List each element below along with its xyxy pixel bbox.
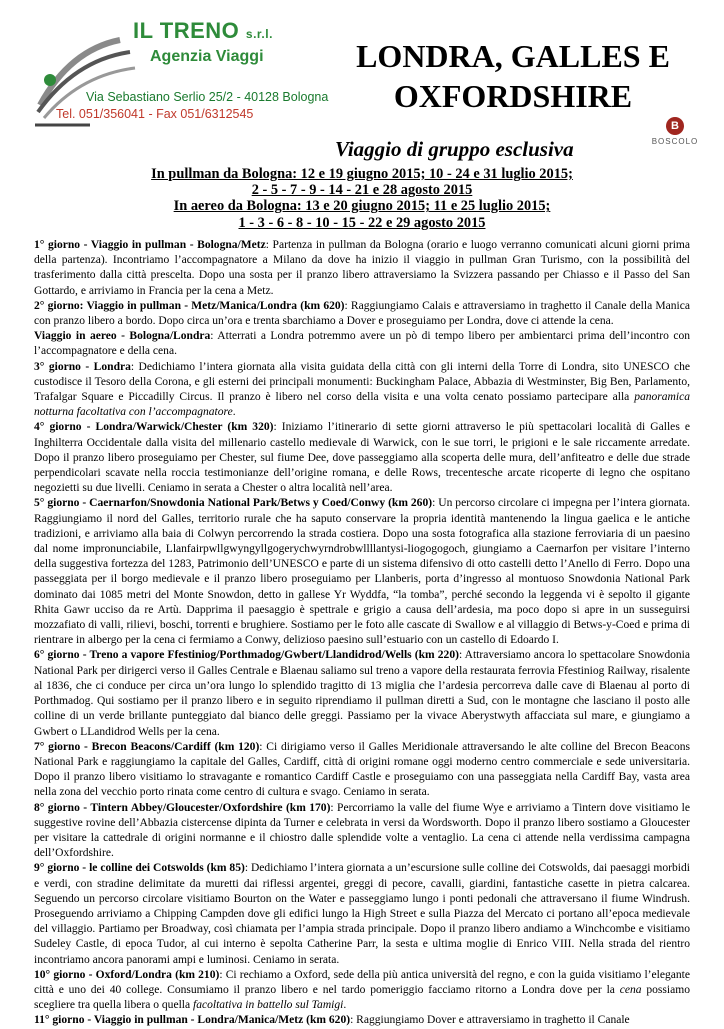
day-10-dinner: cena: [619, 983, 642, 996]
day-3-optional: panoramica notturna facoltativa con l’accompagnatore: [34, 391, 690, 419]
day-8-title: 8° giorno - Tintern Abbey/Gloucester/Oxfordshire (km 170): [34, 801, 331, 814]
dates-line-2: 2 - 5 - 7 - 9 - 14 - 21 e 28 agosto 2015: [251, 182, 473, 199]
day-10: [34, 968, 690, 1014]
day-8-text: : Percorriamo la valle del fiume Wye e arriviamo a Tintern dove visitiamo le suggestive rovine dell’Abbazia cistercense dipinta da Turner e celebrata in versi da Wordsworth. Dopo il pranzo libero sostiamo a Gloucester per visitare la cattedrale di origini normanne e il chiostro dalle splendide volte a ventaglio. La cena ci attende nella verdissima campagna dell’Oxfordshire.: [34, 801, 690, 860]
day-7: [34, 740, 690, 801]
day-4: [34, 420, 690, 496]
day-2-flight-text: : Atterrati a Londra potremmo avere un pò di tempo libero per ambientarci prima dell’incontro con l’accompagnatore e della cena.: [34, 330, 690, 358]
page-subtitle: Viaggio di gruppo esclusiva: [335, 137, 574, 161]
company-suffix: s.r.l.: [245, 27, 273, 41]
company-name-text: IL TRENO: [133, 18, 240, 43]
day-10-text-2: possiamo scegliere tra quella libera o quella: [34, 983, 690, 1012]
day-7-title: 7° giorno - Brecon Beacons/Cardiff (km 120): [34, 740, 260, 753]
company-phones: Tel. 051/356041 - Fax 051/6312545: [56, 107, 254, 121]
day-3: [34, 360, 690, 421]
day-3-end: .: [232, 406, 236, 419]
day-6-title: 6° giorno - Treno a vapore Ffestiniog/Porthmadog/Gwbert/Llandidrod/Wells (km 220): [34, 649, 459, 662]
day-3-title: 3° giorno - Londra: [34, 360, 131, 373]
partner-logo: [640, 117, 710, 157]
day-5-title: 5° giorno - Caernarfon/Snowdonia National Park/Betws y Coed/Conwy (km 260): [34, 497, 433, 510]
day-1-title: 1° giorno - Viaggio in pullman - Bologna/Metz: [34, 239, 266, 251]
dates-line-3: In aereo da Bologna: 13 e 20 giugno 2015; 11 e 25 luglio 2015;: [173, 198, 551, 215]
page-title: [332, 36, 694, 116]
day-8: [34, 801, 690, 862]
company-address: Via Sebastiano Serlio 25/2 - 40128 Bologna: [86, 90, 329, 104]
day-4-title: 4° giorno - Londra/Warwick/Chester (km 320): [34, 421, 274, 434]
day-11-text: : Raggiungiamo Dover e attraversiamo in traghetto il Canale: [350, 1014, 630, 1027]
day-1-text: : Partenza in pullman da Bologna (orario e luogo verranno comunicati alcuni giorni prima della partenza). Incontriamo l’accompagnatore a Milano da dove ha inizio il viaggio in pullman Gran Turismo, con la possibilità del trasferimento dalla città prescelta. Dopo una sosta per il pranzo libero attraversiamo la Svizzera passando per Chiasso e il Passo del San Gottardo, e arriviamo in Francia per la cena a Metz.: [34, 239, 691, 297]
itinerary: [34, 238, 690, 1029]
day-10-optional: facoltativa in battello sul Tamigi: [193, 999, 344, 1012]
day-2-title: 2° giorno: Viaggio in pullman - Metz/Manica/Londra (km 620): [34, 299, 345, 312]
day-3-text: : Dedichiamo l’intera giornata alla visita guidata della città con gli interni della Torre di Londra, sito UNESCO che custodisce il Tesoro della Corona, e gli esterni dei principali monumenti: Buckingham Palace, Abbazia di Westminster, Big Ben, Parlamento, Trafalgar Square e Piccadilly Circus. Il pranzo è libero nel corso della visita e una volta cenato possiamo partecipare alla: [34, 360, 690, 404]
day-4-text: : Iniziamo l’itinerario di sette giorni attraverso le più spettacolari località di Galles e Inghilterra Occidentale dalla visita del millenario castello medievale di Warwick, con le sue torri, le prigioni e le sale riccamente arredate. Dopo il pranzo libero proseguiamo per Chester, sul fiume Dee, dove passeggiamo alla scoperta delle mura, dell’anfiteatro e delle due strade perpendicolari scavate nella roccia testimonianze dell’origine romana, e delle Rows, trecentesche arcate ricoperte di legno che ospitano negozietti su due livelli. Ceniamo in serata a Chester o altra località nell’area.: [34, 421, 690, 495]
day-2-flight-title: Viaggio in aereo - Bologna/Londra: [34, 330, 211, 343]
title-line-1: LONDRA, GALLES E: [356, 38, 670, 74]
day-10-title: 10° giorno - Oxford/Londra (km 210): [34, 968, 220, 981]
title-line-2: OXFORDSHIRE: [393, 78, 633, 114]
day-6: [34, 648, 690, 739]
header: [0, 0, 724, 165]
day-7-text: : Ci dirigiamo verso il Galles Meridionale attraversando le alte colline del Brecon Beacons National Park e raggiungiamo la capitale del Galles, Cardiff, città di origini romane oggi moderno centro commerciale e sede universitaria. Dopo il pranzo libero visitiamo lo stravagante e romantico Cardiff Castle e proseguiamo con una passeggiata nella Cardiff Bay, vasta area nella zona del vecchio porto rinata come centro di cultura e svago. Ceniamo in serata.: [34, 740, 690, 799]
dates-line-1: In pullman da Bologna: 12 e 19 giugno 2015; 10 - 24 e 31 luglio 2015;: [151, 166, 573, 182]
day-10-end: .: [343, 999, 347, 1012]
departure-dates: [20, 166, 704, 231]
dates-line-4: 1 - 3 - 6 - 8 - 10 - 15 - 22 e 29 agosto 2015: [238, 214, 486, 231]
day-11: [34, 1013, 690, 1028]
day-9: [34, 861, 690, 967]
day-2-text: : Raggiungiamo Calais e attraversiamo in traghetto il Canale della Manica con pranzo libero a bordo. Dopo circa un’ora e trenta sbarchiamo a Dover e proseguiamo per Londra, dove ci attende la cena.: [34, 299, 691, 328]
company-name: [133, 18, 273, 44]
day-5-text: : Un percorso circolare ci impegna per l’intera giornata. Raggiungiamo il nord del Galles, territorio rurale che ha saputo conservare la propria identità mantenendo la lingua gaelica e le antiche tradizioni, e arriviamo alla baia di Colwyn percorrendo la strada costiera. Dopo una sosta fotografica alla stazione ferroviaria di un paesino dal nome impronunciabile, Llanfairpwllgwyngyllgogerychwyrndrobwllllantysi-liogogogoch, giungiamo a Caernarfon per visitare l’interno della suggestiva fortezza del 1283, Patrimonio dell’UNESCO e parte di un sistema difensivo di otto castelli detto l’Anello di Ferro. Dopo una passeggiata per il borgo medievale e il pranzo libero proseguiamo per Llanberis, porta d’ingresso al montuoso Snowdonia National Park dominato dai 1085 metri del Monte Snowdon, detto in gallese Yr Wyddfa, “la tomba”, perché secondo la leggenda vi è sepolto il gigante Rhita Gawr ucciso da re Artù. Dapprima il paesaggio è spettrale e grigio a causa dell’ardesia, ma poco dopo si apre in un susseguirsi mozzafiato di valli, rilievi, boschi, torrenti e brughiere. Sostiamo per le foto alle cascate di Swallow e al villaggio di Betws-y-Coed e prima di rientrare in albergo per la cena ci fermiamo a Conwy, delizioso paesino sull’estuario con un castello di Edoardo I.: [34, 497, 690, 647]
day-2: [34, 299, 690, 329]
train-logo-icon: [30, 30, 140, 140]
day-10-text: : Ci rechiamo a Oxford, sede della più antica università del regno, e con la guida visitiamo l’elegante città e uno dei 40 college. Consumiamo il pranzo libero e nel tardo pomeriggio facciamo ritorno a Londra dove per la: [34, 968, 690, 996]
day-11-title: 11° giorno - Viaggio in pullman - Londra/Manica/Metz (km 620): [34, 1014, 351, 1027]
day-6-text: : Attraversiamo ancora lo spettacolare Snowdonia National Park per dirigerci verso il Galles Centrale e Blaenau saliamo sul treno a vapore della restaurata ferrovia Ffestiniog Railway, risalente al 1836, che ci conduce per circa un’ora lungo lo splendido tragitto di 13 miglia che l’ardesia percorreva dalle cave di Blaenau al porto di Porthmadog. Qui sostiamo per il pranzo libero e in seguito riprendiamo il pullman diretti a Sud, con le montagne che lasciano il posto alle colline di un verde brillante punteggiato dal bianco delle greggi. Passiamo per la vivace Aberystwyth affacciata sul mare, e giungiamo a Gwbert o LLandidrod Wells per la cena.: [34, 649, 690, 738]
day-9-text: : Dedichiamo l’intera giornata a un’escursione sulle colline dei Cotswolds, dai paesaggi morbidi e verdi, con stradine delimitate da muretti dai riflessi argentei, greggi di pecore, cavalli, giardini, fantastiche casette in pietra calcarea. Seguendo un percorso circolare visitiamo Bourton on the Water e passeggiamo lungo i ponti pedonali che attraversano il fiume Windrush. Proseguendo arriviamo a Chipping Campden dove gli edifici lungo la High Street e sulla Piazza del Mercato ci portano all’epoca medievale del villaggio. Partiamo per Broadway, così chiamata per l’ampia strada principale. Dopo il pranzo libero andiamo a Winchcombe e visitiamo Sudeley Castle, di epoca Tudor, al cui interno è sepolta Catherine Parr, la sesta e ultima moglie di Enrico VIII. Nella strada del rientro incontriamo ancora panorami ampi e luminosi. Ceniamo in serata.: [34, 862, 690, 966]
day-5: [34, 496, 690, 648]
partner-mark-icon: B: [666, 117, 684, 135]
agency-label: Agenzia Viaggi: [150, 48, 264, 65]
day-2-flight: [34, 329, 690, 359]
day-1: [34, 238, 690, 299]
partner-name: BOSCOLO: [651, 137, 699, 146]
day-9-title: 9° giorno - le colline dei Cotswolds (km 85): [34, 862, 245, 875]
